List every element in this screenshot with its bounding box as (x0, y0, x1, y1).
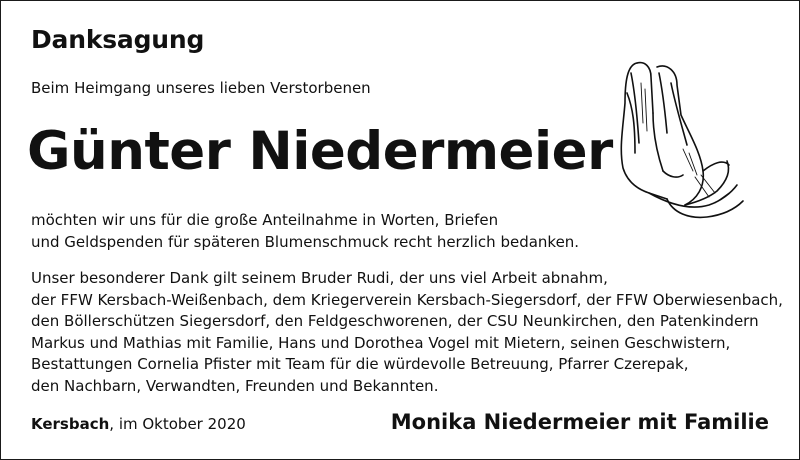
notice-heading: Danksagung (31, 25, 205, 54)
praying-hands-icon (597, 53, 747, 223)
text-line: Markus und Mathias mit Familie, Hans und Dorothea Vogel mit Mietern, seinen Geschwistern, (31, 333, 731, 352)
thanks-paragraph (31, 210, 579, 253)
text-line: und Geldspenden für späteren Blumenschmuck recht herzlich bedanken. (31, 232, 580, 251)
place-date (31, 415, 246, 433)
date-text: , im Oktober 2020 (109, 415, 246, 433)
text-line: Bestattungen Cornelia Pfister mit Team für die würdevolle Betreuung, Pfarrer Czerepak, (31, 355, 689, 373)
text-line: möchten wir uns für die große Anteilnahme in Worten, Briefen (31, 211, 499, 229)
place-name: Kersbach (31, 415, 110, 433)
deceased-name: Günter Niedermeier (27, 121, 613, 182)
text-line: den Böllerschützen Siegersdorf, den Feldgeschworenen, der CSU Neunkirchen, den Patenkindern (31, 312, 759, 330)
text-line: den Nachbarn, Verwandten, Freunden und Bekannten. (31, 376, 439, 395)
special-thanks-paragraph (31, 268, 783, 397)
text-line: Unser besonderer Dank gilt seinem Bruder Rudi, der uns viel Arbeit abnahm, (31, 269, 608, 287)
intro-text: Beim Heimgang unseres lieben Verstorbenen (31, 79, 371, 97)
signature: Monika Niedermeier mit Familie (390, 410, 769, 434)
text-line: der FFW Kersbach-Weißenbach, dem Kriegerverein Kersbach-Siegersdorf, der FFW Oberwiesenbach, (31, 290, 783, 309)
